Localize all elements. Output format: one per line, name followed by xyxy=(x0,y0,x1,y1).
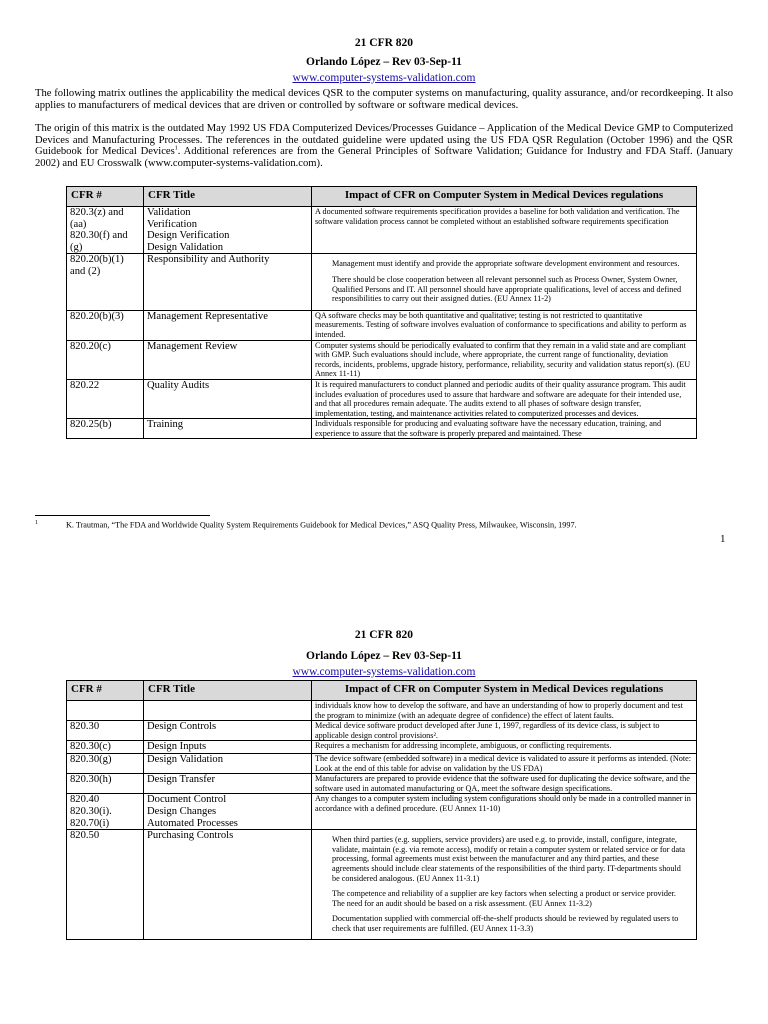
cfr-title-line: Verification xyxy=(147,218,198,230)
footnote-divider xyxy=(35,515,210,516)
impact-cell xyxy=(312,379,697,418)
cfr-number-cell xyxy=(67,701,144,721)
page1-page-number: 1 xyxy=(720,533,726,545)
header-cfr-number: CFR # xyxy=(67,187,144,207)
table-row xyxy=(67,207,697,254)
impact-paragraph: The device software (embedded software) in a medical device is validated to assure it performs as intended. (Note: Look at the end of this table for advise on validation by the US FDA) xyxy=(315,753,692,773)
cfr-title-line: Design Controls xyxy=(147,721,217,733)
impact-paragraph: When third parties (e.g. suppliers, service providers) are used e.g. to provide, install, configure, integrate, validate, maintain (e.g. via remote access), modify or retain a computer system or related service or for data processing, formal agreements must exist between the manufacturer and any third parties, and these agreements should include clear statements of the responsibilities of the third party. IT-departments should be considered analogous. (EU Annex 11-3.1) xyxy=(332,835,686,883)
cfr-number-line: 820.3(z) and (aa) xyxy=(70,207,124,230)
table-header-row xyxy=(67,681,697,701)
impact-paragraph: Medical device software product developed after June 1, 1997, regardless of its device class, is subject to applicable design control provisions². xyxy=(315,721,660,740)
cfr-number-cell xyxy=(67,419,144,439)
table-row xyxy=(67,741,697,754)
impact-cell xyxy=(312,741,697,754)
cfr-number-line: 820.30 xyxy=(70,721,100,733)
impact-paragraph: Management must identify and provide the appropriate software development environment and resources. xyxy=(332,259,680,269)
cfr-title-cell xyxy=(144,753,312,773)
cfr-title-cell xyxy=(144,741,312,754)
cfr-number-cell xyxy=(67,774,144,794)
footnote-number: 1 xyxy=(35,520,38,526)
impact-paragraph: Any changes to a computer system including system configurations should only be made in a controlled manner in accordance with a defined procedure. (EU Annex 11-10) xyxy=(315,794,691,813)
cfr-number-line: 820.70(i) xyxy=(70,817,110,829)
cfr-title-cell xyxy=(144,794,312,830)
impact-paragraph: The competence and reliability of a supplier are key factors when selecting a product or service provider. The need for an audit should be based on a risk assessment. (EU Annex 11-3.2) xyxy=(332,889,676,908)
cfr-number-cell xyxy=(67,741,144,754)
cfr-number-line: 820.30(f) and (g) xyxy=(70,230,128,253)
table-row xyxy=(67,310,697,340)
cfr-number-cell xyxy=(67,254,144,310)
page2-cfr-matrix-table xyxy=(66,680,697,940)
footnote-text: K. Trautman, “The FDA and Worldwide Quality System Requirements Guidebook for Medical Devices,” ASQ Quality Press, Milwaukee, Wisconsin, 1997. xyxy=(66,520,577,530)
cfr-number-line: 820.20(c) xyxy=(70,340,111,352)
cfr-number-cell xyxy=(67,753,144,773)
cfr-number-cell xyxy=(67,794,144,830)
cfr-title-line: Design Validation xyxy=(147,241,224,253)
header-cfr-title: CFR Title xyxy=(144,187,312,207)
table-header-row xyxy=(67,187,697,207)
cfr-title-line: Document Control xyxy=(147,794,227,806)
page1-author-revision: Orlando López – Rev 03-Sep-11 xyxy=(306,56,462,68)
cfr-number-line: 820.30(g) xyxy=(70,753,112,765)
header-impact: Impact of CFR on Computer System in Medical Devices regulations xyxy=(312,187,697,207)
cfr-title-cell xyxy=(144,310,312,340)
impact-cell xyxy=(312,207,697,254)
impact-cell xyxy=(312,721,697,741)
impact-cell xyxy=(312,774,697,794)
impact-paragraph: Documentation supplied with commercial off-the-shelf products should be reviewed by regulated users to check that user requirements are fulfilled. (EU Annex 11-3.3) xyxy=(332,914,679,933)
cfr-title-cell xyxy=(144,721,312,741)
cfr-number-line: 820.50 xyxy=(70,830,100,842)
impact-paragraph: Manufacturers are prepared to provide evidence that the software used for duplicating the device software, and the software used in automated manufacturing or QA, meet the software design specifications. xyxy=(315,774,690,793)
cfr-number-cell xyxy=(67,830,144,940)
page1-origin-paragraph xyxy=(35,123,733,169)
page1-website-link[interactable]: www.computer-systems-validation.com xyxy=(292,72,476,84)
cfr-title-line: Design Transfer xyxy=(147,774,215,786)
cfr-number-cell xyxy=(67,379,144,418)
impact-cell xyxy=(312,310,697,340)
table-row xyxy=(67,774,697,794)
cfr-number-line: 820.20(b)(1) and (2) xyxy=(70,254,124,277)
page1-footnote xyxy=(35,520,577,530)
footnote-ref-1[interactable]: 1 xyxy=(174,145,178,152)
table-row xyxy=(67,254,697,310)
cfr-title-line: Automated Processes xyxy=(147,817,238,829)
impact-cell xyxy=(312,254,697,310)
impact-cell xyxy=(312,340,697,379)
impact-paragraph: individuals know how to develop the software, and have an understanding of how to properly document and test the program to minimize (with an adequate degree of confidence) the effect of latent faults. xyxy=(315,701,683,720)
cfr-number-cell xyxy=(67,340,144,379)
cfr-title-line: Quality Audits xyxy=(147,379,210,391)
impact-paragraph: A documented software requirements specification provides a baseline for both validation and verification. The software validation process cannot be completed without an established software requirements specification xyxy=(315,207,680,226)
cfr-title-line: Design Validation xyxy=(147,753,224,765)
impact-paragraph: Individuals responsible for producing and evaluating software have the necessary education, training, and experience to assure that the software is properly prepared and maintained. These xyxy=(315,419,662,438)
cfr-number-line: 820.30(h) xyxy=(70,774,112,786)
cfr-number-cell xyxy=(67,721,144,741)
page1-intro-paragraph: The following matrix outlines the applicability the medical devices QSR to the computer systems on manufacturing, quality assurance, and/or recordkeeping. It also applies to manufacturers of medical devices that are driven or controlled by software or software medical devices. xyxy=(35,88,733,111)
page2-website-link[interactable]: www.computer-systems-validation.com xyxy=(292,666,476,678)
table-row xyxy=(67,419,697,439)
cfr-title-cell xyxy=(144,340,312,379)
header-cfr-title: CFR Title xyxy=(144,681,312,701)
cfr-number-line: 820.20(b)(3) xyxy=(70,310,124,322)
cfr-title-line: Training xyxy=(147,419,184,431)
page1-cfr-matrix-table xyxy=(66,186,697,439)
impact-cell xyxy=(312,830,697,940)
cfr-title-line: Design Verification xyxy=(147,230,230,242)
cfr-number-line: 820.22 xyxy=(70,379,100,391)
impact-paragraph: Computer systems should be periodically evaluated to confirm that they remain in a valid state and are compliant with GMP. Such evaluations should include, where appropriate, the current range of functionality, deviation records, incidents, problems, upgrade history, performance, reliability, security and validation status report(s). (EU Annex 11-11) xyxy=(315,340,691,379)
page2-author-revision: Orlando López – Rev 03-Sep-11 xyxy=(306,650,462,662)
cfr-title-cell xyxy=(144,419,312,439)
table-row xyxy=(67,830,697,940)
cfr-title-line: Management Representative xyxy=(147,310,268,322)
header-impact: Impact of CFR on Computer System in Medical Devices regulations xyxy=(312,681,697,701)
cfr-number-cell xyxy=(67,310,144,340)
table-row xyxy=(67,379,697,418)
impact-paragraph: Requires a mechanism for addressing incomplete, ambiguous, or conflicting requirements. xyxy=(315,741,612,751)
header-cfr-number: CFR # xyxy=(67,681,144,701)
cfr-title-cell xyxy=(144,774,312,794)
page2-doc-title: 21 CFR 820 xyxy=(354,629,414,641)
table-row xyxy=(67,721,697,741)
table-row xyxy=(67,753,697,773)
impact-paragraph: QA software checks may be both quantitative and qualitative; testing is not restricted to quantitative measurements. Testing of software involves evaluation of conformance to specifications and ability to perform as intended. xyxy=(315,310,687,339)
cfr-title-line: Purchasing Controls xyxy=(147,830,234,842)
cfr-number-line: 820.25(b) xyxy=(70,419,112,431)
cfr-title-cell xyxy=(144,830,312,940)
cfr-number-cell xyxy=(67,207,144,254)
impact-cell xyxy=(312,419,697,439)
impact-cell xyxy=(312,701,697,721)
impact-paragraph: There should be close cooperation between all relevant personnel such as Process Owner, System Owner, Qualified Persons and IT. All personnel should have appropriate qualifications, level of access and defined responsibilities to carry out their assigned duties. (EU Annex 11-2) xyxy=(332,274,682,304)
cfr-number-line: 820.40 xyxy=(70,794,100,806)
origin-text-part2: . Additional references are from the General Principles of Software Validation; Guidance for Industry and FDA Staff. (January 2002) and EU Crosswalk (www.computer-systems-validation.com). xyxy=(35,146,733,169)
origin-text-part1: The origin of this matrix is the outdated May 1992 US FDA Computerized Devices/Processes Guidance – Application of the Medical Device GMP to Computerized Devices and Manufacturing Processes. The references in the outdated guideline were updated using the US FDA QSR Regulation (October 1996) and the QSR Guidebook for Medical Devices xyxy=(35,123,733,158)
impact-cell xyxy=(312,794,697,830)
table-row xyxy=(67,794,697,830)
cfr-title-line: Management Review xyxy=(147,340,238,352)
table-row xyxy=(67,340,697,379)
impact-cell xyxy=(312,753,697,773)
cfr-title-line: Design Changes xyxy=(147,805,217,817)
page1-doc-title: 21 CFR 820 xyxy=(354,37,414,49)
cfr-title-cell xyxy=(144,207,312,254)
table-row xyxy=(67,701,697,721)
cfr-title-cell xyxy=(144,254,312,310)
cfr-number-line: 820.30(i). xyxy=(70,805,112,817)
cfr-title-line: Design Inputs xyxy=(147,741,207,753)
cfr-number-line: 820.30(c) xyxy=(70,741,111,753)
cfr-title-line: Validation xyxy=(147,207,191,218)
cfr-title-cell xyxy=(144,379,312,418)
impact-paragraph: It is required manufacturers to conduct planned and periodic audits of their quality assurance program. This audit includes evaluation of procedures used to assure that hardware and software are adequate for their intended use, and that all procedures remain adequate. The audits extend to all phases of software design transfer, implementation, testing, and maintenance activities related to computerized processes and devices. xyxy=(315,379,686,418)
cfr-title-cell xyxy=(144,701,312,721)
cfr-title-line: Responsibility and Authority xyxy=(147,254,270,266)
